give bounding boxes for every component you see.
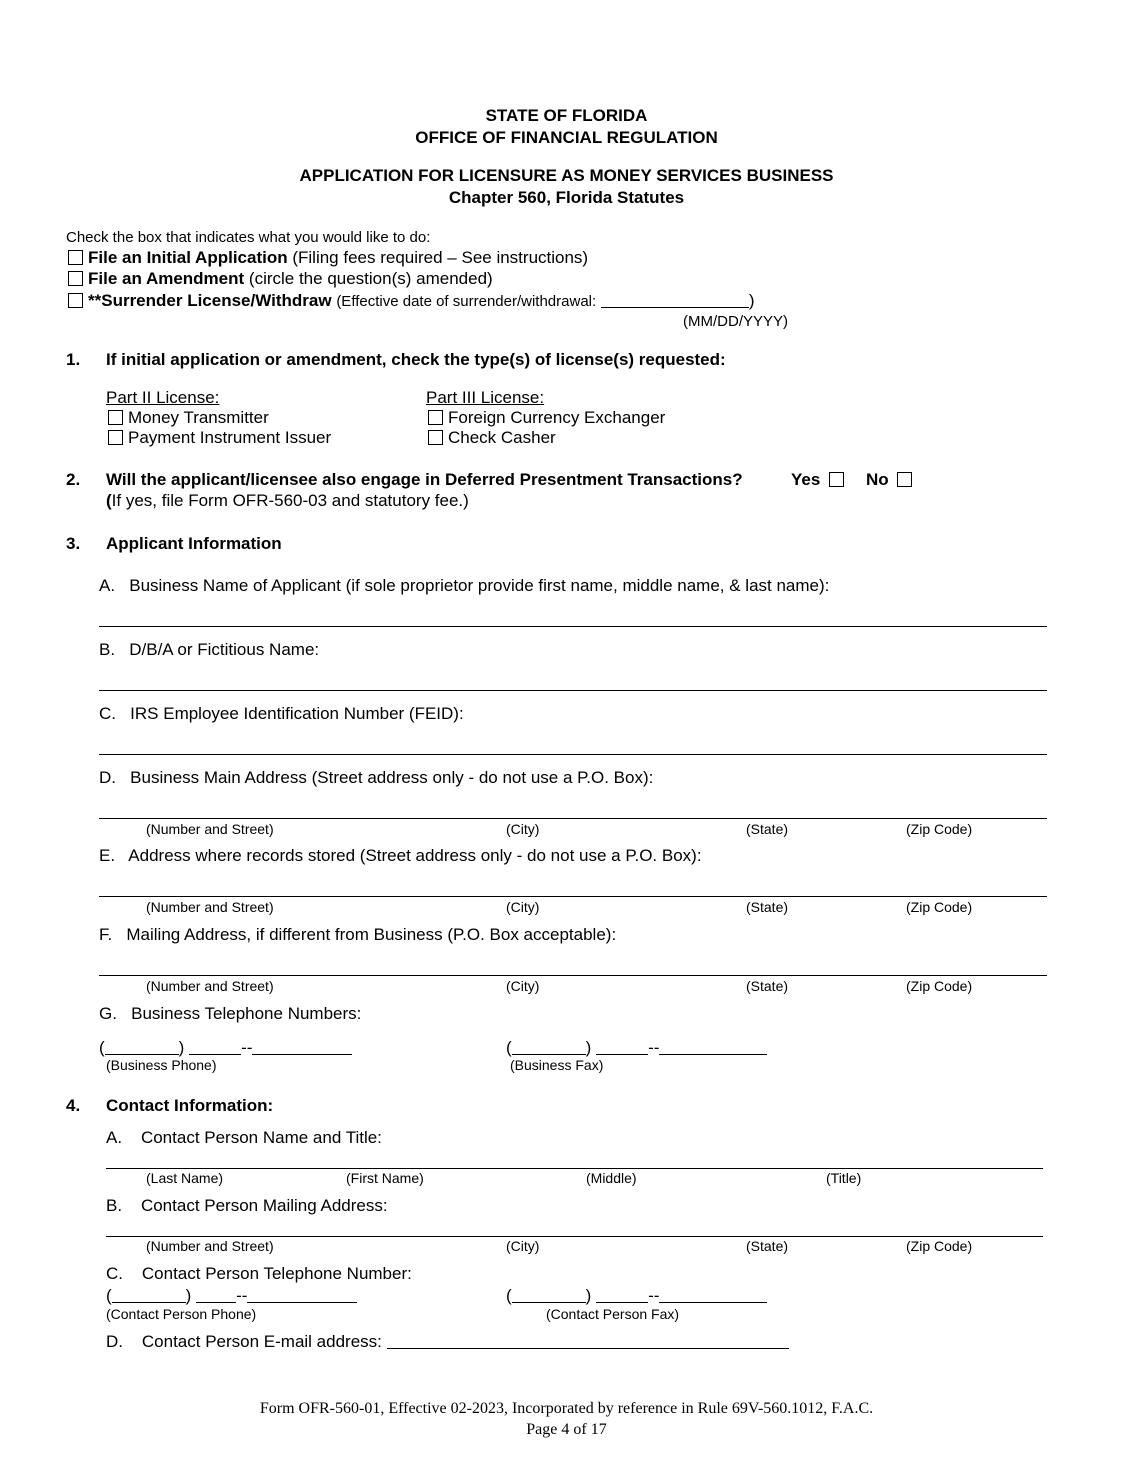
form-subtitle: Chapter 560, Florida Statutes bbox=[448, 188, 685, 207]
money-transmitter-label: Money Transmitter bbox=[128, 408, 269, 427]
records-address-field[interactable] bbox=[99, 896, 1047, 897]
mailing-address-state-label: (State) bbox=[746, 978, 789, 994]
feid-field[interactable] bbox=[99, 754, 1047, 755]
q2-no-option bbox=[866, 470, 917, 490]
q2-text: Will the applicant/licensee also engage in Deferred Presentment Transactions? bbox=[106, 470, 743, 489]
contact-address-state-label: (State) bbox=[746, 1238, 789, 1254]
contact-address-city-label: (City) bbox=[506, 1238, 540, 1254]
footer-page-number: Page 4 of 17 bbox=[526, 1421, 607, 1438]
q3e-label: E. Address where records stored (Street address only - do not use a P.O. Box): bbox=[99, 846, 702, 865]
contact-name-field[interactable] bbox=[106, 1168, 1043, 1169]
q2-yes-label: Yes bbox=[791, 470, 821, 489]
q4d-label: D. Contact Person E-mail address: bbox=[106, 1332, 382, 1351]
main-address-number-label: (Number and Street) bbox=[146, 821, 274, 837]
q4-title: Contact Information: bbox=[106, 1096, 274, 1115]
foreign-currency-option bbox=[428, 408, 665, 428]
mailing-address-field[interactable] bbox=[99, 975, 1047, 976]
option-initial-application bbox=[68, 248, 588, 268]
q2-yes-checkbox[interactable] bbox=[829, 472, 844, 487]
surrender-label: **Surrender License/Withdraw bbox=[88, 291, 332, 310]
payment-instrument-option bbox=[108, 428, 331, 448]
money-transmitter-checkbox[interactable] bbox=[108, 410, 123, 425]
option-surrender bbox=[68, 291, 755, 311]
surrender-note: (Effective date of surrender/withdrawal: bbox=[336, 293, 597, 310]
surrender-checkbox[interactable] bbox=[68, 293, 83, 308]
intro-prompt: Check the box that indicates what you would like to do: bbox=[66, 229, 431, 246]
q3a-label: A. Business Name of Applicant (if sole proprietor provide first name, middle name, & last name): bbox=[99, 576, 830, 595]
contact-email-field[interactable] bbox=[387, 1334, 789, 1349]
payment-instrument-label: Payment Instrument Issuer bbox=[128, 428, 332, 447]
contact-address-number-label: (Number and Street) bbox=[146, 1238, 274, 1254]
check-casher-checkbox[interactable] bbox=[428, 430, 443, 445]
q3d-label: D. Business Main Address (Street address only - do not use a P.O. Box): bbox=[99, 768, 654, 787]
business-fax-field[interactable]: ( ) -- bbox=[506, 1038, 767, 1058]
records-address-state-label: (State) bbox=[746, 899, 789, 915]
q3b-label: B. D/B/A or Fictitious Name: bbox=[99, 640, 320, 659]
header-state: STATE OF FLORIDA bbox=[485, 106, 648, 125]
form-title: APPLICATION FOR LICENSURE AS MONEY SERVICES BUSINESS bbox=[299, 166, 834, 185]
mailing-address-zip-label: (Zip Code) bbox=[906, 978, 973, 994]
mailing-address-city-label: (City) bbox=[506, 978, 540, 994]
main-address-city-label: (City) bbox=[506, 821, 540, 837]
foreign-currency-label: Foreign Currency Exchanger bbox=[448, 408, 666, 427]
business-name-field[interactable] bbox=[99, 626, 1047, 627]
contact-first-name-label: (First Name) bbox=[346, 1170, 424, 1186]
contact-phone-field[interactable]: ( ) -- bbox=[106, 1286, 357, 1306]
amendment-note: (circle the question(s) amended) bbox=[248, 269, 493, 288]
contact-phone-label: (Contact Person Phone) bbox=[106, 1306, 257, 1322]
contact-address-field[interactable] bbox=[106, 1236, 1043, 1237]
main-address-field[interactable] bbox=[99, 818, 1047, 819]
q4b-label: B. Contact Person Mailing Address: bbox=[106, 1196, 388, 1215]
dba-field[interactable] bbox=[99, 690, 1047, 691]
main-address-zip-label: (Zip Code) bbox=[906, 821, 973, 837]
records-address-city-label: (City) bbox=[506, 899, 540, 915]
payment-instrument-checkbox[interactable] bbox=[108, 430, 123, 445]
date-format-hint: (MM/DD/YYYY) bbox=[683, 313, 788, 330]
q2-number: 2. bbox=[66, 470, 81, 489]
contact-fax-field[interactable]: ( ) -- bbox=[506, 1286, 767, 1306]
q2-note-text: If yes, file Form OFR-560-03 and statutory fee.) bbox=[111, 491, 469, 510]
q3g-label: G. Business Telephone Numbers: bbox=[99, 1004, 362, 1023]
contact-middle-label: (Middle) bbox=[586, 1170, 637, 1186]
amendment-checkbox[interactable] bbox=[68, 271, 83, 286]
q3f-label: F. Mailing Address, if different from Business (P.O. Box acceptable): bbox=[99, 925, 617, 944]
mailing-address-number-label: (Number and Street) bbox=[146, 978, 274, 994]
records-address-number-label: (Number and Street) bbox=[146, 899, 274, 915]
contact-email-row bbox=[106, 1332, 789, 1352]
foreign-currency-checkbox[interactable] bbox=[428, 410, 443, 425]
amendment-label: File an Amendment bbox=[88, 269, 245, 288]
q2-note bbox=[106, 491, 469, 511]
part3-heading: Part III License: bbox=[426, 388, 545, 407]
q2-no-checkbox[interactable] bbox=[897, 472, 912, 487]
business-fax-label: (Business Fax) bbox=[510, 1057, 604, 1073]
initial-application-note: (Filing fees required – See instructions) bbox=[292, 248, 589, 267]
q2-yes-option bbox=[791, 470, 849, 490]
q1-text: If initial application or amendment, check the type(s) of license(s) requested: bbox=[106, 350, 726, 369]
q1-number: 1. bbox=[66, 350, 81, 369]
check-casher-option bbox=[428, 428, 556, 448]
surrender-date-field[interactable] bbox=[601, 293, 749, 308]
q3-number: 3. bbox=[66, 534, 81, 553]
contact-fax-label: (Contact Person Fax) bbox=[546, 1306, 680, 1322]
q2-note-paren: ( bbox=[106, 491, 112, 510]
initial-application-label: File an Initial Application bbox=[88, 248, 288, 267]
contact-last-name-label: (Last Name) bbox=[146, 1170, 224, 1186]
q3c-label: C. IRS Employee Identification Number (FEID): bbox=[99, 704, 464, 723]
initial-application-checkbox[interactable] bbox=[68, 250, 83, 265]
contact-address-zip-label: (Zip Code) bbox=[906, 1238, 973, 1254]
main-address-state-label: (State) bbox=[746, 821, 789, 837]
header-office: OFFICE OF FINANCIAL REGULATION bbox=[415, 128, 718, 147]
q2-no-label: No bbox=[866, 470, 889, 489]
q4a-label: A. Contact Person Name and Title: bbox=[106, 1128, 382, 1147]
contact-title-label: (Title) bbox=[826, 1170, 862, 1186]
records-address-zip-label: (Zip Code) bbox=[906, 899, 973, 915]
check-casher-label: Check Casher bbox=[448, 428, 556, 447]
part2-heading: Part II License: bbox=[106, 388, 220, 407]
option-amendment bbox=[68, 269, 493, 289]
footer-form-reference: Form OFR-560-01, Effective 02-2023, Incorporated by reference in Rule 69V-560.1012, F.A.C. bbox=[259, 1400, 874, 1417]
business-phone-field[interactable]: ( ) -- bbox=[99, 1038, 352, 1058]
q4-number: 4. bbox=[66, 1096, 81, 1115]
business-phone-label: (Business Phone) bbox=[106, 1057, 217, 1073]
surrender-close-paren: ) bbox=[748, 291, 755, 310]
money-transmitter-option bbox=[108, 408, 269, 428]
q3-title: Applicant Information bbox=[106, 534, 282, 553]
q4c-label: C. Contact Person Telephone Number: bbox=[106, 1264, 412, 1283]
